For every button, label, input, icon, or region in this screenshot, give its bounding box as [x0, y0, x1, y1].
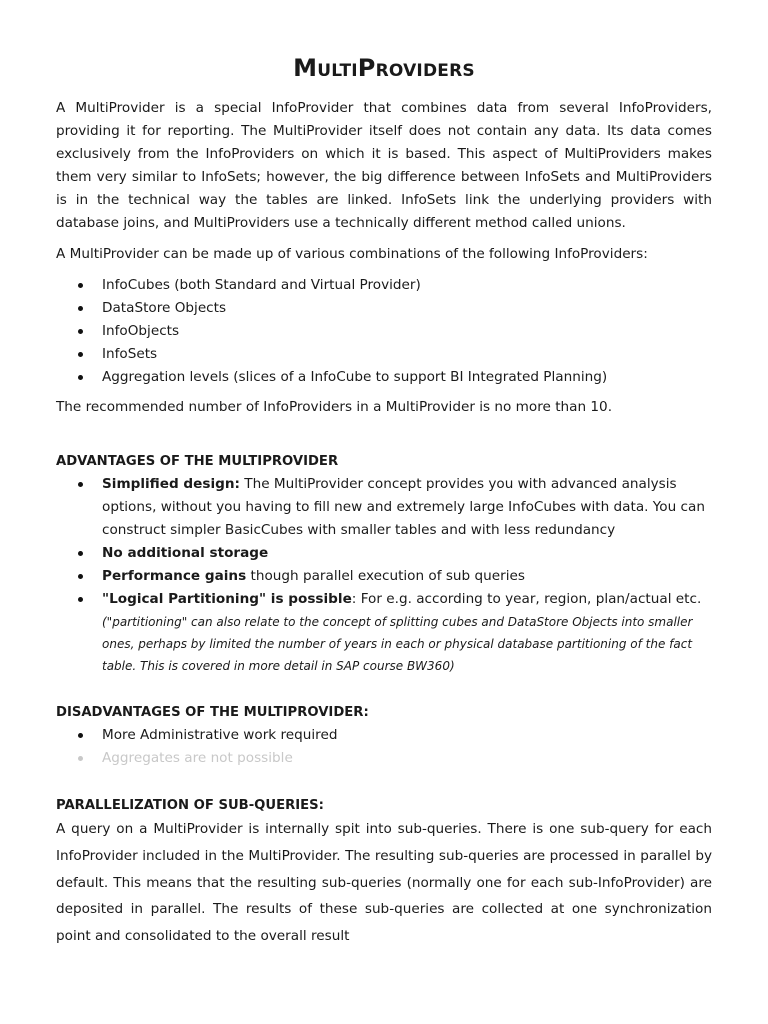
disadvantages-heading: DISADVANTAGES OF THE MULTIPROVIDER:: [56, 705, 369, 720]
advantages-heading: ADVANTAGES OF THE MULTIPROVIDER: [56, 454, 339, 469]
disadvantages-list: [56, 724, 712, 770]
bullet-icon: [78, 329, 83, 334]
advantages-list: [56, 473, 712, 677]
page-title: MultiProviders: [293, 54, 475, 82]
list-item: No additional storage: [56, 542, 712, 565]
list-item: InfoCubes (both Standard and Virtual Provider): [56, 274, 712, 297]
list-item: Performance gains though parallel execution of sub queries: [56, 565, 712, 588]
bullet-icon: [78, 733, 83, 738]
bullet-icon: [78, 574, 83, 579]
list-item: Simplified design: The MultiProvider concept provides you with advanced analysis options, without you having to fill new and extremely large InfoCubes with data. You can construct simpler BasicCubes with smaller tables and with less redundancy: [56, 473, 712, 542]
parallelization-heading: PARALLELIZATION OF SUB-QUERIES:: [56, 798, 324, 813]
list-item: "Logical Partitioning" is possible: For e.g. according to year, region, plan/actual etc. ("partitioning" can also relate to the concept of splitting cubes and DataStore Objects into smaller ones, perhaps by limited the number of years in each or physical database partitioning of the fact table. This is covered in more detail in SAP course BW360): [56, 588, 712, 677]
bullet-icon: [78, 551, 83, 556]
list-item: InfoObjects: [56, 320, 712, 343]
bullet-icon: [78, 597, 83, 602]
list-item: More Administrative work required: [56, 724, 712, 747]
intro-paragraph: A MultiProvider is a special InfoProvider that combines data from several InfoProviders, providing it for reporting. The MultiProvider itself does not contain any data. Its data comes exclusively from the InfoProviders on which it is based. This aspect of MultiProviders makes them very similar to InfoSets; however, the big difference between InfoSets and MultiProviders is in the technical way the tables are linked. InfoSets link the underlying providers with database joins, and MultiProviders use a technically different method called unions.: [56, 100, 712, 231]
recommendation-text: The recommended number of InfoProviders in a MultiProvider is no more than 10.: [56, 399, 613, 415]
bullet-icon: [78, 283, 83, 288]
partitioning-note: ("partitioning" can also relate to the concept of splitting cubes and DataStore Objects into smaller ones, perhaps by limited the number of years in each or physical database partitioning of the fact table. This is covered in more detail in SAP course BW360): [102, 615, 693, 673]
bullet-icon: [78, 352, 83, 357]
provider-list: [56, 274, 712, 389]
combinations-intro: A MultiProvider can be made up of various combinations of the following InfoProviders:: [56, 246, 648, 262]
bullet-icon: [78, 482, 83, 487]
bullet-icon: [78, 375, 83, 380]
list-item: Aggregates are not possible: [56, 747, 712, 770]
bullet-icon: [78, 756, 83, 761]
list-item: InfoSets: [56, 343, 712, 366]
parallelization-paragraph: A query on a MultiProvider is internally spit into sub-queries. There is one sub-query for each InfoProvider included in the MultiProvider. The resulting sub-queries are processed in parallel by default. This means that the resulting sub-queries (normally one for each sub-InfoProvider) are deposited in parallel. The results of these sub-queries are collected at one synchronization point and consolidated to the overall result: [56, 821, 712, 945]
list-item: Aggregation levels (slices of a InfoCube to support BI Integrated Planning): [56, 366, 712, 389]
list-item: DataStore Objects: [56, 297, 712, 320]
bullet-icon: [78, 306, 83, 311]
